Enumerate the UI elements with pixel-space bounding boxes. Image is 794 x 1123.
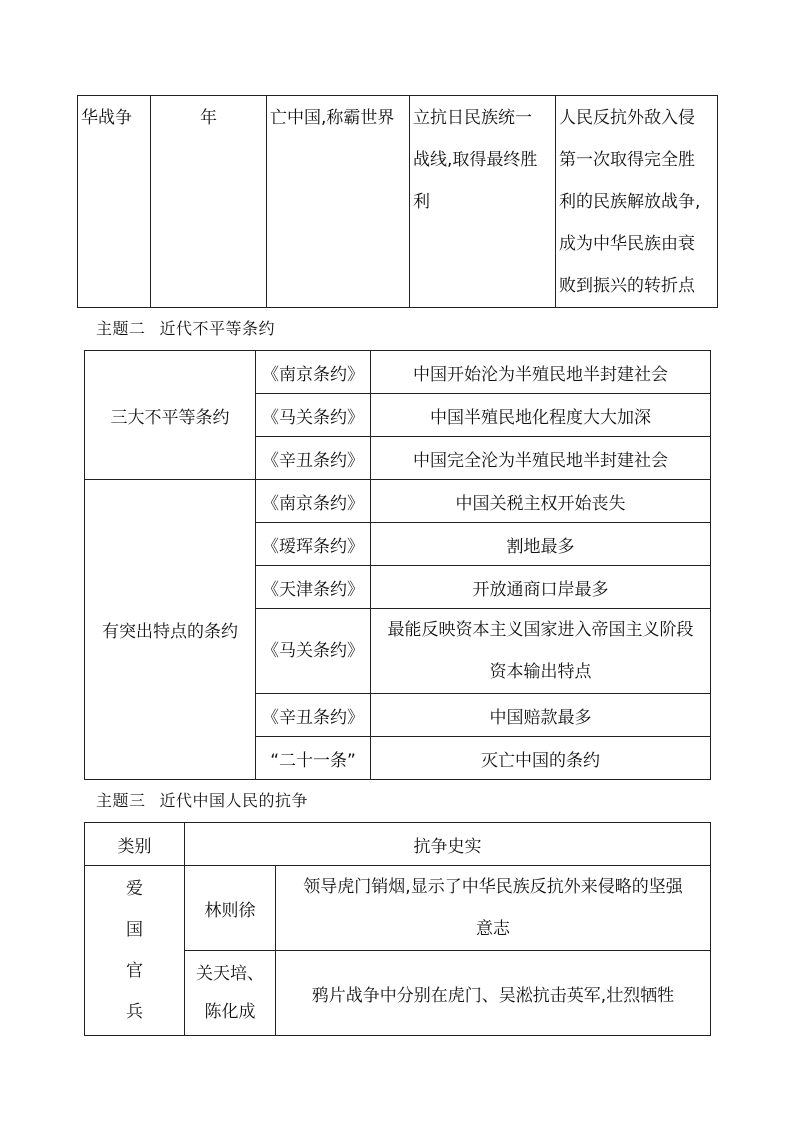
description-cell: 灭亡中国的条约 xyxy=(371,737,711,780)
fact-cell xyxy=(276,866,711,951)
text-line: 最能反映资本主义国家进入帝国主义阶段 xyxy=(387,620,694,640)
treaty-cell: 《瑷珲条约》 xyxy=(256,523,371,566)
person-cell: 林则徐 xyxy=(185,866,276,951)
group-label-cell: 三大不平等条约 xyxy=(85,351,256,480)
text-line: 败到振兴的转折点 xyxy=(559,276,695,296)
treaty-cell: “二十一条” xyxy=(256,737,371,780)
description-cell: 中国半殖民地化程度大大加深 xyxy=(371,394,711,437)
description-cell: 开放通商口岸最多 xyxy=(371,566,711,609)
heading-prefix: 主题二 xyxy=(96,319,146,338)
table-row xyxy=(85,351,711,394)
treaty-cell: 《马关条约》 xyxy=(256,394,371,437)
table-row xyxy=(85,866,711,951)
heading-prefix: 主题三 xyxy=(96,791,146,810)
war-process-cell xyxy=(410,96,556,308)
text-line: 人民反抗外敌入侵 xyxy=(559,108,695,128)
unequal-treaties-table xyxy=(84,350,711,780)
treaty-cell: 《南京条约》 xyxy=(256,480,371,523)
war-summary-table xyxy=(77,95,718,308)
text-line: 立抗日民族统一 xyxy=(413,108,532,128)
text-line: 关天培、 xyxy=(196,964,264,984)
text-line: 成为中华民族由衰 xyxy=(559,234,695,254)
fact-cell: 鸦片战争中分别在虎门、吴淞抗击英军,壮烈牺牲 xyxy=(276,951,711,1036)
category-char: 爱 xyxy=(126,878,143,899)
treaty-cell: 《天津条约》 xyxy=(256,566,371,609)
category-char: 国 xyxy=(126,919,143,940)
table-header-row xyxy=(85,823,711,866)
theme2-heading xyxy=(96,318,275,340)
treaty-cell: 《马关条约》 xyxy=(256,609,371,694)
text-line: 利 xyxy=(413,192,430,212)
description-cell xyxy=(371,609,711,694)
description-cell: 割地最多 xyxy=(371,523,711,566)
table-row xyxy=(78,96,718,308)
description-cell: 中国开始沦为半殖民地半封建社会 xyxy=(371,351,711,394)
treaty-cell: 《辛丑条约》 xyxy=(256,694,371,737)
text-line: 领导虎门销烟,显示了中华民族反抗外来侵略的坚强 xyxy=(303,877,683,897)
category-header: 类别 xyxy=(85,823,185,866)
facts-header: 抗争史实 xyxy=(185,823,711,866)
war-significance-cell xyxy=(556,96,718,308)
table-row xyxy=(85,480,711,523)
person-cell xyxy=(185,951,276,1036)
theme3-heading xyxy=(96,790,308,812)
heading-title: 近代不平等条约 xyxy=(159,319,276,338)
description-cell: 中国关税主权开始丧失 xyxy=(371,480,711,523)
text-line: 战线,取得最终胜 xyxy=(413,150,538,170)
text-line: 第一次取得完全胜 xyxy=(559,150,695,170)
war-years-cell: 年 xyxy=(151,96,267,308)
text-line: 陈化成 xyxy=(204,1002,256,1022)
description-cell: 中国完全沦为半殖民地半封建社会 xyxy=(371,437,711,480)
group-label-cell: 有突出特点的条约 xyxy=(85,480,256,780)
treaty-cell: 《辛丑条约》 xyxy=(256,437,371,480)
category-char: 官 xyxy=(126,960,143,981)
war-name-cell: 华战争 xyxy=(78,96,151,308)
category-cell xyxy=(85,866,185,1036)
text-line: 利的民族解放战争, xyxy=(559,192,701,212)
text-line: 资本输出特点 xyxy=(489,662,592,682)
text-line: 意志 xyxy=(476,919,510,939)
treaty-cell: 《南京条约》 xyxy=(256,351,371,394)
resistance-table xyxy=(84,822,711,1036)
category-char: 兵 xyxy=(126,1001,143,1022)
heading-title: 近代中国人民的抗争 xyxy=(159,791,309,810)
description-cell: 中国赔款最多 xyxy=(371,694,711,737)
war-aim-cell: 亡中国,称霸世界 xyxy=(267,96,410,308)
